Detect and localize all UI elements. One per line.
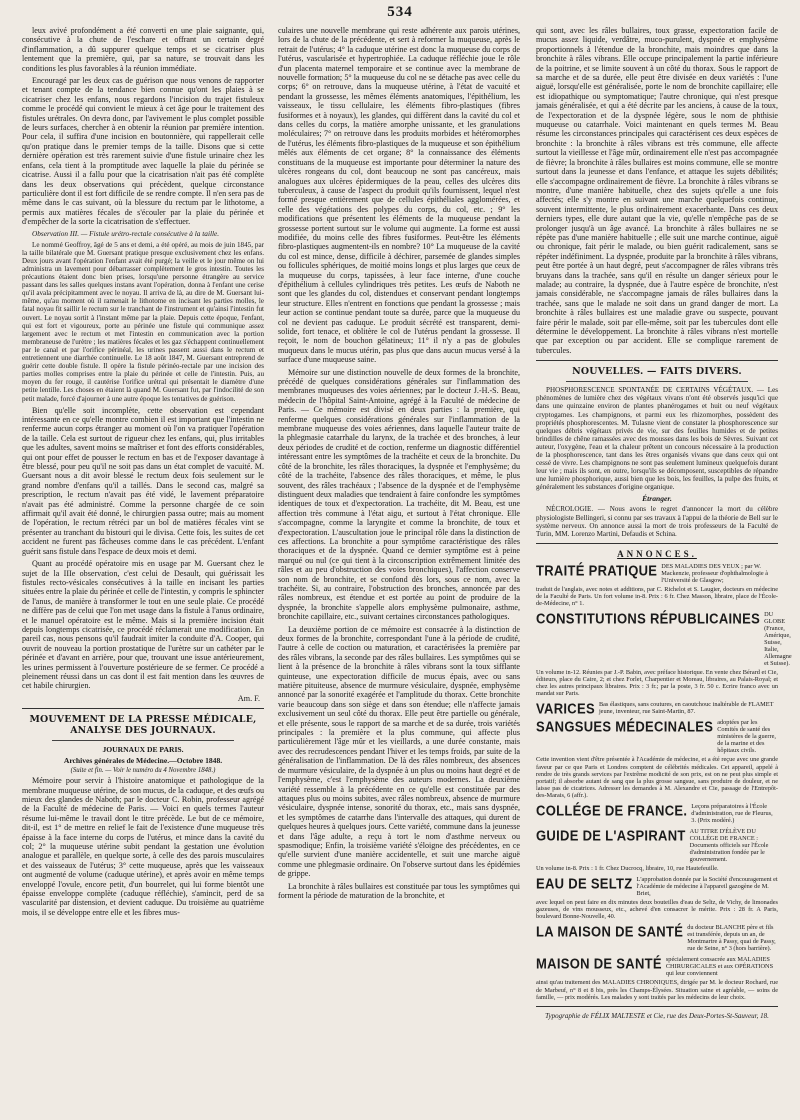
paragraph: culaires une nouvelle membrane qui reste adhérente aux parois utérines, lors de la chute de la précédente, et sert à reformer la muqueuse, après le retrait de l'utérus; 4° la caduque utérine est donc la muqueuse du corps de l'utérus, vascularisée et hypertrophiée. La caduque réfléchie joue le rôle d'un placenta maternel temporaire et se continue avec la membrane de nouvelle formation; 5° la muqueuse du col ne se détache pas avec celle du corps; 6° on retrouve, dans la muqueuse utérine, à l'état de vacuité et pendant la grossesse, les mêmes éléments anatomiques, l'épithélium, les vaisseaux, le tissu cellulaire, les éléments fibro-plastiques (fibres fusiformes et à noyaux), les glandes, qui diffèrent dans la cavité du col et dans celles du corps, la matière amorphe unissante, et les granulations moléculaires; 7° on retrouve dans les produits morbides et hétéromorphes de l'utérus, les éléments fibro-plastiques de la muqueuse et son épithélium mêlés aux éléments de cet organe; 8° la connaissance des éléments constituans de la muqueuse est importante pour déterminer la nature des ulcères rongeans du col, dont beaucoup ne sont pas cancéreux, mais analogues aux ulcères épidermiques de la peau, celles des ulcères dits tuberculeux, à cause de l'aspect du produit qu'ils fournissent, lequel n'est formé presque entièrement que de cellules épithéliales agglomérées, et celle des végétations des polypes du corps, du col, etc. ; 9° les modifications que présentent les éléments de la muqueuse pendant la grossesse portent surtout sur le volume qui augmente. La forme est aussi modifiée, du moins celle des fibres fusiformes. Peut-être les éléments fibro-plastiques augmentent-ils en nombre? 10° La muqueuse de la cavité du col est mince, dense, difficile à déchirer, parsemée de glandes simples ou follicules sphériques, de moitié moins longs et plus larges que ceux de la muqueuse du corps, tapissées, à leur face interne, d'une couche d'épithélium à cellules cylindriques très petites. Les œufs de Naboth ne sont que les glandes du col, distendues et conservant pendant longtemps leur structure. Elles n'entrent en fonctions que pendant la grossesse ; mais leur action se continue pendant toute sa durée, parce que la muqueuse du col ne devient pas caduque. Le produit sécrété est transparent, demi-solide, fort tenace, et oblitère le col de l'utérus pendant la grossesse. Il reçoit, le nom de bouchon gélatineux; 11° il n'y a pas de globules muqueux dans le mucus utérin, pas plus que dans aucun mucus versé à la surface d'une muqueuse saine. bbox=[278, 26, 520, 365]
ad-name: COLLÉGE DE FRANCE. bbox=[536, 801, 688, 820]
divider bbox=[566, 381, 748, 382]
paragraph: Quant au procédé opératoire mis en usage par M. Guersant chez le sujet de la IIIe observation, c'est celui de Desault, qui guérissait les fistules recto-vésicales consécutives à la taille en incisant les parties situées entre la plaie du périnée et celle de l'intestin, y compris le sphincter de l'anus, de manière à transformer le tout en une seule plaie. Ce procédé ne diffère pas de celui que l'on met usage dans la fistule à l'anus ordinaire, et le manuel opératoire est le même. Mais si la première incision était depuis longtemps cicatrisée, ce procédé réclamerait une modification. En pareil cas, nous pensons qu'il faudrait imiter la conduite d'A. Cooper, qui ouvrit de nouveau la portion prostatique de l'urètre sur un cathéter par le périnée et d'avant en arrière, pour que, trouvant une issue antérieurement, les urines permissent à l'ouverture postérieure de se fermer. Ce procédé a pleinement réussi dans un cas dont il est fait mention dans les œuvres de cet habile chirurgien. bbox=[22, 559, 264, 691]
ad-name: CONSTITUTIONS RÉPUBLICAINES bbox=[536, 609, 761, 628]
section-title-presse: MOUVEMENT DE LA PRESSE MÉDICALE, ANALYSE DES JOURNAUX. bbox=[29, 714, 257, 737]
journal-note: (Suite et fin. — Voir le numéro du 4 Novembre 1848.) bbox=[70, 767, 216, 775]
section-divider bbox=[22, 708, 264, 709]
ad-constitutions bbox=[536, 609, 792, 698]
paragraph: Bien qu'elle soit incomplète, cette observation est cependant intéressante en ce qu'elle montre combien il est important que l'intestin ne renferme aucun corps étranger au moment où l'on va pratiquer l'opération de la taille. Cela est surtout de rigueur chez les enfans, qui, plus irritables que les adultes, savent moins se maîtriser et font des efforts considérables, qui ont pour effet de pousser le rectum en bas et de l'exposer davantage à être blessé, pour peu qu'il ne soit pas dans un état complet de vacuité. M. Guersant nous a dit avoir blessé le rectum deux fois seulement sur le grand nombre d'enfans qu'il a taillés. Dans le second cas, malgré sa prescription, le rectum n'avait pas été vidé, le lavement préparatoire n'avait pas été administré. Comme la personne chargée de ce soin affirmait qu'il avait été donné, le chirurgien passa outre; mais au moment de l'opération, le rectum rétréci par un bol de matières fécales vint se présenter au tranchant du bistouri qui le divisa. Cette fois, les suites de cet accident ne furent pas fâcheuses comme dans le cas précédent. L'enfant guérit sans fistule dans l'espace de deux mois et demi. bbox=[22, 405, 264, 556]
paragraph: La bronchite à râles bullaires est constituée par tous les symptômes qui forment la période de maturation de la bronchite, et bbox=[278, 881, 520, 900]
news-subheading: Étranger. bbox=[642, 494, 672, 504]
ad-name: LA MAISON DE SANTÉ bbox=[536, 923, 684, 941]
ad-name: VARICES bbox=[536, 700, 595, 718]
ad-body: Un volume in-12. Réunies par J.-P. Babin, avec préface historique. En vente chez Bérard et Cie, éditeurs, place du Caire, 2; et chez Forlet, Charpentier et Moreau, libraires, au Palais-Royal; et chez les autres principaux libraires. Prix : 3 fr.; par la poste, 3 fr. 50 c. Ecrire franco avec un mandat sur Paris. bbox=[536, 669, 778, 698]
ad-body: avec lequel on peut faire en dix minutes deux bouteilles d'eau de Seltz, de Vichy, de limonades gazeuses, de vins mousseux, etc., achevé d'en consacrer le mérite. Prix : 28 fr. A Paris, boulevard Bonne-Nouvelle, 40. bbox=[536, 899, 778, 921]
ad-subtitle: DES MALADIES DES YEUX ; par W. Mackenzie, professeur d'ophthalmologie à l'Université de Glasgow; bbox=[661, 562, 769, 584]
printer-imprint: Typographie de FÉLIX MALTESTE et Cie, rue des Deux-Portes-St-Sauveur, 18. bbox=[545, 1011, 769, 1020]
ad-subtitle: spécialement consacrée aux MALADIES CHIRURGICALES et aux OPÉRATIONS qui leur conviennent bbox=[665, 956, 774, 978]
ad-subtitle: adoptées par les Comités de santé des ministères de la guerre, de la marine et des hôpitaux civils. bbox=[717, 719, 776, 755]
ad-name: SANGSUES MÉDECINALES bbox=[536, 718, 714, 736]
section-divider bbox=[536, 543, 778, 544]
observation-title: Observation III. — Fistule urétro-rectale consécutive à la taille. bbox=[32, 228, 220, 238]
divider bbox=[52, 740, 234, 741]
ad-eau-seltz bbox=[536, 876, 778, 920]
ad-body: traduit de l'anglais, avec notes et additions, par C. Richelot et S. Laugier, docteurs en médecine de la Faculté de Paris. Un fort volume in-8. Prix : 6 fr. Chez Masson, libraire, place de l'École-de-Médecine, n° 1. bbox=[536, 585, 778, 607]
ad-name: MAISON DE SANTÉ bbox=[536, 955, 662, 973]
ad-maison-blanche bbox=[536, 924, 778, 952]
ads-list bbox=[536, 561, 792, 1001]
ad-subtitle: L'approbation donnée par la Société d'encouragement et l'Académie de médecine à l'appareil gazogène de M. Briet, bbox=[636, 876, 778, 898]
paragraph: Mémoire pour servir à l'histoire anatomique et pathologique de la membrane muqueuse utérine, de son mucus, de la caduque, et des œufs ou mieux des glandes de Naboth; par le docteur C. Robin, professeur agrégé de la Faculté de médecine de Paris. — Voici en quels termes l'auteur résume lui-même le travail dont le titre précède. Le but de ce mémoire, dit-il, est 1° de mettre en relief le fait de l'existence d'une muqueuse très épaisse à la face interne du corps de l'utérus, et mince dans la cavité du col; 2° la muqueuse utérine subit pendant la gestation une évolution analogue et parallèle, en quelque sorte, à celle des des parois musculaires et des vaisseaux de l'utérus; 3° cette muqueuse, après que les vaisseaux ont augmenté de volume (caduque utérine), et après avoir en même temps enveloppé l'ovule, encore petit, d'un bourrelet, qui lui forme bientôt une épaisse enveloppe complète (caduque réfléchie), s'amincit, perd de sa vascularité par distension, et devient caduque. Du troisième au quatrième mois, il se développe entre elle et les fibres mus- bbox=[22, 776, 264, 917]
ad-subtitle: Leçons préparatoires à l'École d'administration, rue de Fleurus, 3. (Prix modéré.) bbox=[691, 803, 773, 825]
news-item: NÉCROLOGIE. — Nous avons le regret d'annoncer la mort du célèbre physiologiste Bellingeri, si connu par ses travaux à l'appui de la théorie de Bell sur le système nerveux. On annonce aussi la mort de trois professeurs de la Faculté de Turin, MM. Lorenzo Martini, Defaudis et Schina. bbox=[536, 505, 778, 538]
journal-name: Archives générales de Médecine.—Octobre 1848. bbox=[63, 756, 223, 766]
ad-name: EAU DE SELTZ bbox=[536, 874, 633, 893]
paragraph: La deuxième portion de ce mémoire est consacrée à la distinction de deux formes de la bronchite, correspondant l'une à la période de crudité, l'autre à celle de coction ou maturation, et caractérisées la première par des râles vibrans, la seconde par des râles bullaires. Les symptômes qui se lient à la présence de la bronchite à râles vibrans sont la toux sifflante quinteuse, une expectoration difficile de mucus épais, avec ou sans matière pituiteuse, absence de murmure vésiculaire, dyspnée, emphysème annoncé par la sonorité exagérée et l'amplitude du thorax. Cette bronchite varie beaucoup dans son siège et dans son étendue; elle n'affecte jamais exclusivement un seul côté du thorax. Elle peut être partielle ou générale, et elle présente, sous le rapport de sa marche et de sa durée, trois variétés principales : la première et la plus commune, qui affecte plus particulièrement l'âge mûr et les vieillards, a une durée constante, mais avec des recrudescences pendant l'hiver et les temps froids, par suite de la généralisation de l'inflammation. De là des râles nombreux, des absences de murmure vésiculaire, de la dyspnée à un plus ou moins haut degré et de l'emphysème, c'est l'emphysème des auteurs modernes. La deuxième variété ressemble à la précédente en ce qu'elle est constituée par des attaques plus ou moins subites, avec râles nombreux, absence de murmure vésiculaire, dyspnée intense, sonorité du thorax, etc., mais sans dyspnée, et les symptômes de catarrhe dans l'intervalle des attaques, qui durent de quelques heures à quelques jours. Cette variété, commune dans la jeunesse et dans l'âge adulte, a reçu à tort le nom d'asthme nerveux ou spasmodique; Enfin, la troisième variété s'éloigne des précédentes, en ce qu'elle survient d'une manière accidentelle, et suit une marche aiguë comme une phlegmasie ordinaire. On l'observe surtout dans les épidémies de grippe. bbox=[278, 624, 520, 879]
ad-college bbox=[536, 803, 778, 824]
section-title-nouvelles: NOUVELLES. — FAITS DIVERS. bbox=[572, 366, 742, 378]
ad-name: TRAITÉ PRATIQUE bbox=[536, 561, 658, 579]
ad-subtitle: Bas élastiques, sans coutures, en caoutchouc inaltérable de FLAMET jeune, inventeur, rue Saint-Martin, 87. bbox=[598, 701, 774, 716]
ad-subtitle: du docteur BLANCHE père et fils est transférée, depuis un an, de Montmartre à Passy, quai de Passy, rue de Seine, n° 3 (hors barrière). bbox=[687, 924, 776, 953]
ad-varices bbox=[536, 700, 778, 718]
ad-body: Cette invention vient d'être présentée à l'Académie de médecine, et a été reçue avec une grande faveur par ce que Paris et Londres comptent de célébrités médicales. Cet appareil, appelé à rendre de très grands services par l'extrême modicité de son prix, est on ne peut plus simple et portatif; il absorbe autant de sang que la plus grosse sangsue, sans produire de douleur, et ne laisse pas de cicatrices. Adresser les demandes à M. Alexandre et Cie, passage de l'Entrepôt-des-Marais, 6 (affr.). bbox=[536, 756, 778, 799]
ad-traite-pratique bbox=[536, 563, 778, 607]
ad-subtitle: DU GLOBE (France, Amérique, Suisse, Italie, Allemagne et Suisse). bbox=[764, 611, 792, 668]
page-number: 534 bbox=[387, 4, 413, 20]
ad-body: ainsi qu'au traitement des MALADIES CHRONIQUES, dirigée par M. le docteur Rochard, rue de Marbeuf, n° 8 et 8 bis, près les Champs-Élysées. Situation saine et agréable, — soins de famille, — prix modérés. Les malades y sont traités par les médecins de leur choix. bbox=[536, 979, 778, 1001]
column-2 bbox=[278, 26, 520, 1106]
column-3 bbox=[536, 26, 792, 1106]
ad-sangsues bbox=[536, 719, 778, 799]
paragraph: qui sont, avec les râles bullaires, toux grasse, expectoration facile de mucus assez liquide, verdâtre, muco-purulent, dyspnée et emphysème proportionnels à l'étendue de la bronchite, mais moindres que dans la bronchite à râles vibrans. Elle occupe principalement la partie inférieure de la poitrine, et se limite souvent à un côté du thorax. Sous le rapport de sa marche et de sa durée, elle peut être divisée en deux variétés : l'une aiguë, lorsqu'elle est généralisée, porte le nom de bronchite capillaire; elle est idiopathique ou symptomatique; l'autre chronique, qui n'est presque jamais généralisée, et qui a été décrite par les anciens, à cause de la toux, de l'expectoration et de la dyspnée légère, sous le nom de phthisie muqueuse ou catarrhale. Voici maintenant en quels termes M. Beau résume les circonstances principales qui caractérisent ces deux espèces de bronchite : la bronchite à râles vibrans est très commune, elle affecte surtout la vieillesse et l'âge mûr, ordinairement elle n'est pas accompagnée de fièvre; la bronchite à râles bullaires est moins commune, elle se montre surtout dans la jeunesse et dans l'enfance, et attaque les sujets débilités; elle s'accompagne ordinairement de fièvre. La bronchite à râles vibrans se montre, d'une manière habituelle, chez des sujets qu'elle a une fois affectés; elle s'y montre en suivant une marche quelquefois continue, souvent intermittente, le plus ordinairement exacerbante. Dans ces deux derniers types, elle dure autant que la vie, qu'elle n'empêche pas de se prolonger jusqu'à un âge avancé. La bronchite à râles bullaires ne se répète pas d'une manière habituelle ; elle suit une marche continue, aiguë ou chronique, fait périr le malade, ou bien guérit radicalement, sans se répéter indéfiniment. La dyspnée, produite par la bronchite à râles vibrans, peut être portée à un haut degré, peut s'accompagner de râles vibrans très bruyans dans la trachée, sans qu'il en résulte un danger sérieux pour le malade; au contraire, la dyspnée, due à l'autre espèce de bronchite, n'est jamais considérable, ne s'accompagne jamais de râles bullaires dans la trachée, sans que le malade ne soit dans un grand danger de mort. La bronchite à râles bullaires est une maladie grave ou suspecte, pouvant faire périr le malade, soit par elle-même, soit par les tubercules dont elle détermine le développement. La bronchite à râles vibrans n'est mortelle que par exception ou par accident. Elle se complique rarement de tubercules. bbox=[536, 26, 778, 355]
ad-subtitle: AU TITRE D'ÉLÈVE DU COLLÉGE DE FRANCE : Documents officiels sur l'École d'administration fondée par le gouvernement. bbox=[689, 828, 769, 864]
footer-divider bbox=[536, 1006, 778, 1007]
paragraph: Encouragé par les deux cas de guérison que nous venons de rapporter et tenant compte de la tendance bien connue qu'ont les plaies à se cicatriser chez les enfans, nous regardons l'incision du trajet fistuleux comme le procédé qui convient le mieux à cet âge pour le traitement des fistules urétrales. On devra donc, par l'avivement le plus complet possible de leurs surfaces, chercher à en obtenir la réunion par première intention. Pour cela, il suffira d'une incision en boutonnière, qui rappellerait celle qu'on pratique dans le premier temps de la taille. Disons que si cette dernière opération est très rarement suivie d'une fistule urinaire chez les enfans, cela tient à la promptitude avec laquelle la plaie du périnée se cicatrise. Aussi il a fallu pour que la cicatrisation n'ait pas été complète dans les deux observations qui précèdent, quelque circonstance particulière dont il est fort difficile de se rendre compte. Il n'en sera pas de même dans le cas suivant, où la blessure du rectum par le lithotome, a permis aux matières fécales de s'écouler par la plaie du périnée et d'empêcher de la sorte la cicatrisation de s'effectuer. bbox=[22, 76, 264, 227]
ad-guide bbox=[536, 828, 778, 872]
subsection-title: JOURNAUX DE PARIS. bbox=[102, 745, 184, 755]
column-1 bbox=[22, 26, 264, 1106]
paragraph: Mémoire sur une distinction nouvelle de deux formes de la bronchite, précédé de quelques considérations générales sur l'inflammation des membranes muqueuses des voies aériennes; par le docteur J.-H.-S. Beau, médecin de l'hôpital Saint-Antoine, agrégé à la Faculté de médecine de Paris. — Ce mémoire est divisé en deux parties : la première, qui renferme quelques considérations générales sur l'inflammation de la membrane muqueuse des voies aériennes, dans laquelle l'auteur traite de la phlegmasie catarrhale du larynx, de la trachée et des bronches, à leur deux périodes de crudité et de coction, renferme un diagnostic différentiel intéressant entre les symptômes de la trachéite et ceux de la bronchite. Du côté de la bronchite, les râles thoraciques, la dyspnée et l'emphysème; du côté de la trachéite, l'absence des râles thoraciques, et même, le plus souvent, des râles trachéaux ; l'absence de la dyspnée et de l'emphysème distinguent deux maladies que tendraient à faire confondre les symptômes identiques de toux et d'expectoration. La trachéite, dit M. Beau, est une affection très commune à l'état aigu, et surtout à l'état chronique. Elle s'accompagne, comme la laryngite et comme la bronchite, de toux et d'expectoration. L'auscultation joue le principal rôle dans la distinction de ces affections. La bronchite a pour symptôme caractéristique des râles thoraciques et de la dyspnée. Quand ce dernier symptôme est à peine marqué ou nul (ce qui tient à la circonscription extrêmement limitée des râles et au peu d'obstruction des voies bronchiques), l'affection conserve son nom de bronchite, et se confond dès lors, sous ce nom, avec la trachéite. Si, au contraire, l'obstruction des bronches, annoncée par des râles nombreux, est étendue et est portée au point de produire de la dyspnée, la bronchite s'appelle alors emphysème pulmonaire, asthme, bronchite capillaire, etc., suivant certaines circonstances pathologiques. bbox=[278, 367, 520, 622]
ad-body: Un volume in-8. Prix : 1 fr. Chez Ducrocq, libraire, 10, rue Hautefeuille. bbox=[536, 865, 719, 873]
ad-name: GUIDE DE L'ASPIRANT bbox=[536, 826, 686, 845]
section-divider bbox=[536, 360, 778, 361]
ad-maison-sante bbox=[536, 956, 778, 1000]
paragraph: leux avivé profondément a été converti en une plaie saignante, qui, consécutive à la chute de l'eschare et offrant un certain degré d'inflammation, a dû suppurer quelque temps et se cicatriser plus lentement que la première, qui, par sa nature, se trouvait dans les conditions les plus favorables à la réunion immédiate. bbox=[22, 26, 264, 73]
observation-text: Le nommé Geoffroy, âgé de 5 ans et demi, a été opéré, au mois de juin 1845, par la taille bilatérale que M. Guersant pratique presque exclusivement chez les enfans. Deux jours avant l'opération l'enfant avait été purgé; la veille et le jour même on lui administra un lavement pour débarrasser complètement le gros intestin. Toutes les précautions étaient donc bien prises, lorsqu'une personne étrangère au service passant dans les salles quelques instans avant l'opération, donna à l'enfant une cerise qu'il avala précipitamment avec le noyau. Il arriva de là, au dire de M. Guersant lui-même, qu'au moment où il ramenait le lithotome en incisant les parties molles, le fatal noyau fit saillir le rectum sur le tranchant de l'instrument et qu'ainsi l'intestin fut ouvert. Le noyau sortit à l'instant même par la plaie. Depuis cette époque, l'enfant, qui est fort et vigoureux, porte au périnée une fistule qui communique assez largement avec le rectum et met l'intestin en communication avec la portion membraneuse de l'urètre ; les matières fécales et les gaz s'échappent continuellement par le canal et par l'orifice périnéal, les urines passent aussi dans le rectum et entretiennent une diarrhée continuelle. Le 18 août 1847, M. Guersant entreprend de guérir cette double fistule. Il opère la fistule périnéo-rectale par une incision des parties molles comprises entre la plaie du périnée et celle de l'intestin. Puis, au moyen du fer rouge, il cautérise l'orifice urétral qui présentait le diamètre d'une petite lentille. Les choses en étaient là quand M. Guersant fut, par l'indocilité de son petit malade, forcé d'ajourner à une autre époque les tentatives de guérison. bbox=[22, 240, 264, 403]
ads-title: ANNONCES. bbox=[617, 548, 697, 559]
author-signature: Am. F. bbox=[237, 693, 260, 703]
news-item: PHOSPHORESCENCE SPONTANÉE DE CERTAINS VÉGÉTAUX. — Les phénomènes de lumière chez des végétaux vivans n'ont été observés jusqu'ici que dans une quinzaine environ de plantes phanérogames et huit ou neuf végétaux cryptogames. Les champignons, et parmi eux les rhizomorphes, possèdent des propriétés phosphorescentes. M. Tulasne vient de constater la phosphorescence sur quelques débris végétaux privés de vie, sur des feuilles humides et de petites brindilles de chêne ramassées avec des mousses dans les bois de Sèvres. Suivant cet auteur, l'oxygène, l'eau et la chaleur prêtent un concours nécessaire à la production de la phosphorescence, tant dans les êtres organisés vivans que dans ceux qui ont cessé de vivre. Les champignons ne sont pas seulement lumineux quelquefois durant leur vie ; mais ils sont, en outre, lorsqu'ils se décomposent, susceptibles de répandre une lumière phosphorique, aussi bien que les bois, les feuilles, la pulpe des fruits, et généralement les substances d'origine organique. bbox=[536, 386, 778, 492]
